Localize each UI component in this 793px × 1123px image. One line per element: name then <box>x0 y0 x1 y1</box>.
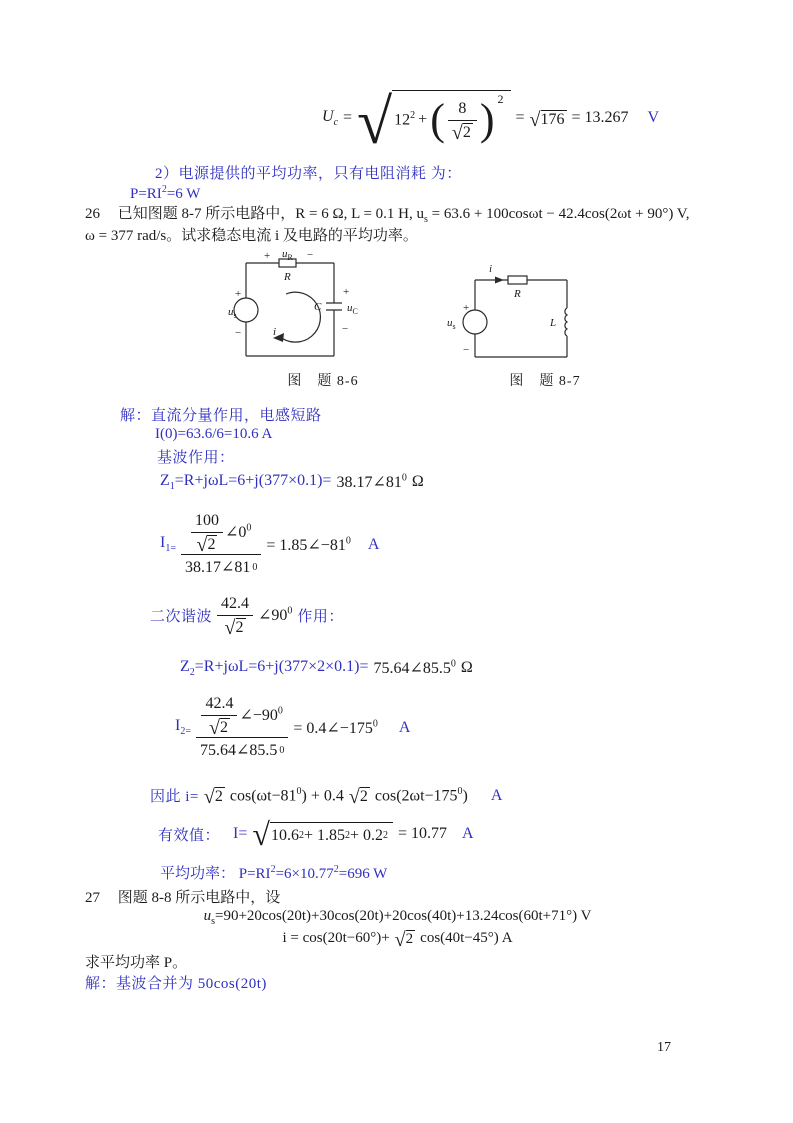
unit-volts: V <box>647 109 660 126</box>
plus-label: + <box>463 302 470 314</box>
figure-8-7-caption: 图 题 8-7 <box>509 374 581 389</box>
r-label: R <box>514 288 521 300</box>
i1-fraction: 100 √ 2 $\angle 0^0$ 38.17∠81 0 <box>181 512 261 577</box>
radicand <box>392 90 510 146</box>
arrowhead <box>495 277 504 284</box>
l-label: L <box>550 317 557 329</box>
us-label: $u_s$ <box>228 306 237 320</box>
current-expression: $\cos(\omega t-81^0) + 0.4$ <box>229 785 344 805</box>
i-label: i <box>489 263 493 275</box>
rms-label: 有效值： <box>158 827 221 844</box>
problem-27-line1: 27 图题 8-8 所示电路中，设 <box>85 890 281 906</box>
total-current-line <box>150 785 502 806</box>
erci-suffix: 作用： <box>297 608 344 625</box>
rms-lhs: I= <box>233 825 248 842</box>
problem-26-line2: ω = 377 rad/s。试求稳态电流 i 及电路的平均功率。 <box>85 228 418 244</box>
erci-fraction: 42.4 √ 2 <box>217 595 253 635</box>
plus: + <box>418 111 428 128</box>
solution-26-intro: 解：直流分量作用，电感短路 <box>120 408 322 424</box>
i1-line <box>160 512 379 577</box>
z1-line <box>160 472 424 492</box>
i2-line <box>175 695 410 760</box>
voltage-source-symbol <box>234 298 258 322</box>
plus-label: + <box>264 250 271 262</box>
inductor-symbol <box>565 308 567 336</box>
plus-label: + <box>235 288 242 300</box>
term-12sq: $12^2$ <box>394 110 416 129</box>
unit-amps: A <box>462 825 474 842</box>
unit-amps: A <box>367 535 380 553</box>
page-number: 17 <box>657 1040 671 1055</box>
current-expression-2: $\cos(2\omega t-175^0)$ <box>374 785 468 805</box>
i-equation: i = cos(20t−60°)+ √ 2 cos(40t−45°) A <box>282 929 513 951</box>
plus-label: + <box>343 286 350 298</box>
capacitor-symbol <box>326 303 342 310</box>
z1-value: $38.17\angle 81^0$ <box>336 472 407 492</box>
unit-ohm: Ω <box>460 659 473 677</box>
i1-inner-fraction: 100 √ 2 <box>191 512 223 552</box>
us-equation: $u_s=90+20\cos(20t)+30\cos(20t)+20\cos(40t)+13.24\cos(60t+71^\circ)$ V <box>203 908 592 927</box>
resistor-symbol <box>508 276 527 284</box>
uc-lhs: $U_c$ <box>322 107 339 129</box>
result-value: = 13.267 <box>571 109 629 126</box>
second-harmonic-label: 二次谐波 <box>150 608 213 625</box>
therefore-label: 因此 i= <box>150 789 199 805</box>
i2-fraction: 42.4 √ 2 $\angle-90^0$ 75.64∠85.5 0 <box>196 695 288 760</box>
minus-label: − <box>463 344 470 356</box>
z2-line <box>180 658 473 678</box>
unit-amps: A <box>490 786 503 804</box>
i1-result: = $1.85\angle-81^0$ <box>266 535 351 554</box>
sqrt-2: √ 2 <box>203 786 223 808</box>
fraction-8-sqrt2: 8 √ 2 <box>448 100 477 140</box>
line-power-note: 2）电源提供的平均功率，只有电阻消耗 为： <box>155 166 462 182</box>
paren-close: ) <box>479 95 495 144</box>
i2-inner-fraction: 42.4 √ 2 <box>201 695 237 735</box>
ask-line: 求平均功率 P。 <box>85 955 188 971</box>
equals: = <box>515 109 525 126</box>
solution-27-line: 解：基波合并为 50cos(20t) <box>85 976 267 992</box>
i2-result: = $0.4\angle-175^0$ <box>293 718 378 737</box>
r-label: R <box>284 271 291 283</box>
rms-sqrt: √ 10.6 2 + 1.85 2 + 0.2 2 <box>252 822 393 846</box>
i1-lhs: $I_{1=}$ <box>160 534 176 555</box>
second-harmonic-line <box>150 595 344 639</box>
paren-open: ( <box>430 95 445 144</box>
paren-exponent: 2 <box>497 92 504 106</box>
current-loop-arrow <box>279 292 320 342</box>
sqrt-outer <box>357 86 510 157</box>
figure-8-7 <box>445 252 645 375</box>
z1-lhs: $Z_1=R+j\omega L=6+j(377\times 0.1)=$ <box>160 472 332 493</box>
equals: = <box>343 109 353 126</box>
unit-amps: A <box>398 718 411 736</box>
z2-value: 75.64∠85.5$^0$ <box>373 658 456 678</box>
sqrt-2: √ 2 <box>394 929 414 951</box>
c-label: C <box>314 301 322 313</box>
ur-label: $u_R$ <box>282 249 293 262</box>
rms-result: = 10.77 <box>398 825 448 842</box>
problem-26-line1: 26 已知图题 8-7 所示电路中，R = 6 Ω, L = 0.1 H, $u_s = 63.6 + 100\cos\omega t - 42.4\cos(2\omega t + 90^\circ)$ V, <box>85 206 690 225</box>
problem-number: 27 <box>85 890 100 906</box>
figure-8-6-caption: 图 题 8-6 <box>287 374 359 389</box>
radical-sign: √ <box>357 86 393 157</box>
formula-uc <box>322 86 660 157</box>
minus-label: − <box>342 323 349 335</box>
sqrt-2: √ 2 <box>348 786 368 808</box>
erci-angle: $\angle 90^0$ <box>258 605 293 624</box>
minus-label: − <box>235 327 242 339</box>
uc-label: $u_C$ <box>347 302 358 316</box>
average-power-line: 平均功率： $P=RI^2=6\times 10.77^2=696$ W <box>160 864 388 882</box>
line-p-ri2: $P=RI^2=6$ W <box>130 184 201 202</box>
i2-lhs: $I_{2=}$ <box>175 717 191 738</box>
figure-8-6 <box>227 249 417 376</box>
rms-line <box>158 816 474 852</box>
circuit-8-7 <box>445 252 645 370</box>
problem-number: 26 <box>85 206 100 222</box>
fundamental-label: 基波作用： <box>157 450 235 466</box>
unit-ohm: Ω <box>411 473 424 491</box>
i-label: i <box>273 326 277 338</box>
z2-lhs: $Z_2=R+j\omega L=6+j(377\times 2\times 0.1)=$ <box>180 658 369 679</box>
us-label: $u_s$ <box>447 317 456 331</box>
dc-current-line: I(0)=63.6/6=10.6 A <box>155 426 273 442</box>
circuit-8-6 <box>227 249 417 371</box>
minus-label: − <box>307 249 314 261</box>
sqrt-176: √ 176 <box>529 108 565 131</box>
